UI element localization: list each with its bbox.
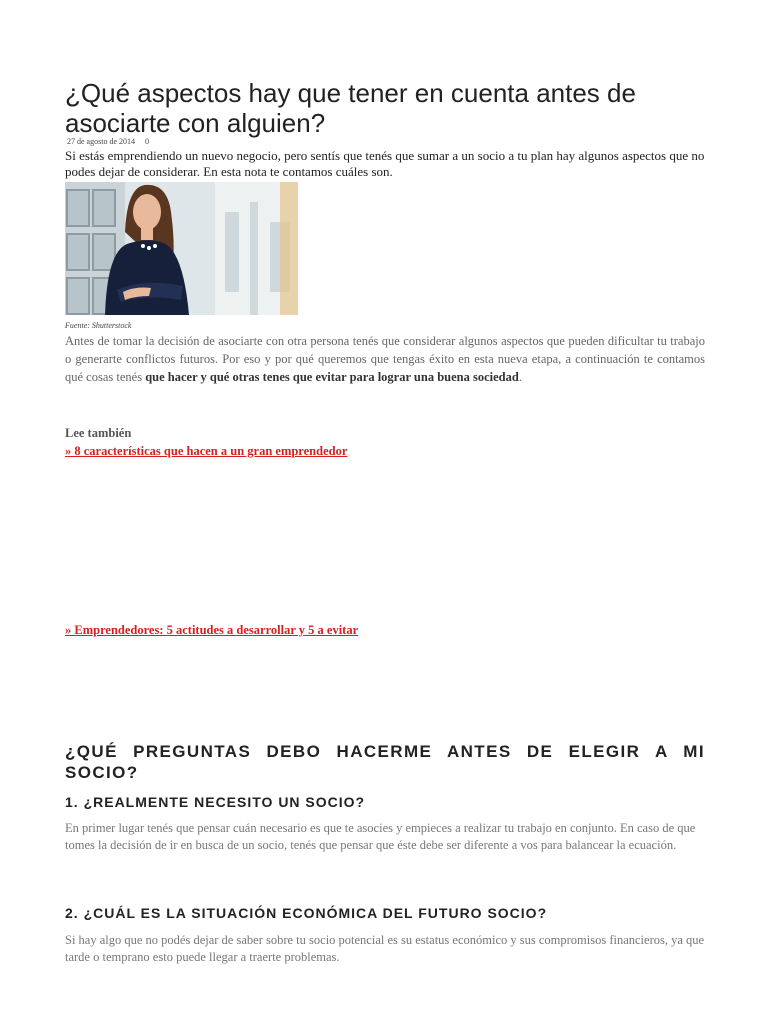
question-1-heading: 1. ¿REALMENTE NECESITO UN SOCIO? <box>65 794 366 810</box>
article-title: ¿Qué aspectos hay que tener en cuenta antes de asociarte con alguien? <box>65 78 636 138</box>
article-meta <box>67 137 157 146</box>
article-date: 27 de agosto de 2014 <box>67 137 135 146</box>
body-text-emphasis: que hacer y qué otras tenes que evitar para lograr una buena sociedad <box>145 370 519 384</box>
section-heading: ¿QUÉ PREGUNTAS DEBO HACERME ANTES DE ELEGIR A MI SOCIO? <box>65 742 705 782</box>
question-2-text: Si hay algo que no podés dejar de saber sobre tu socio potencial es su estatus económico y sus compromisos financieros, ya que tarde o temprano esto puede llegar a traerte problemas. <box>65 933 705 964</box>
related-heading: Lee también <box>65 426 132 440</box>
comment-count[interactable]: 0 <box>145 137 149 146</box>
related-link-actitudes[interactable]: » Emprendedores: 5 actitudes a desarrollar y 5 a evitar <box>65 623 359 637</box>
related-link-emprendedor[interactable]: » 8 características que hacen a un gran emprendedor <box>65 444 348 458</box>
article-intro: Si estás emprendiendo un nuevo negocio, pero sentís que tenés que sumar a un socio a tu plan hay algunos aspectos que no podes dejar de considerar. En esta nota te contamos cuáles son. <box>65 148 705 179</box>
image-caption: Fuente: Shutterstock <box>65 321 132 330</box>
article-body <box>65 332 705 386</box>
question-2-heading: 2. ¿CUÁL ES LA SITUACIÓN ECONÓMICA DEL FUTURO SOCIO? <box>65 905 548 921</box>
article-photo <box>65 182 298 315</box>
question-1-text: En primer lugar tenés que pensar cuán necesario es que te asocies y empieces a realizar tu trabajo en conjunto. En caso de que tomes la decisión de ir en busca de un socio, tenés que pensar que éste debe ser diferente a vos para balancear la ecuación. <box>65 821 696 852</box>
body-text-start: Antes de tomar la decisión de asociarte con otra persona tenés que considerar algunos aspectos que pueden dificultar tu trabajo o generarte conflictos futuros. Por eso y por qué queremos que tengas éxito en esta nueva etapa, a continuación te contamos qué cosas tenés <box>65 334 705 384</box>
body-text-end: . <box>518 370 522 384</box>
